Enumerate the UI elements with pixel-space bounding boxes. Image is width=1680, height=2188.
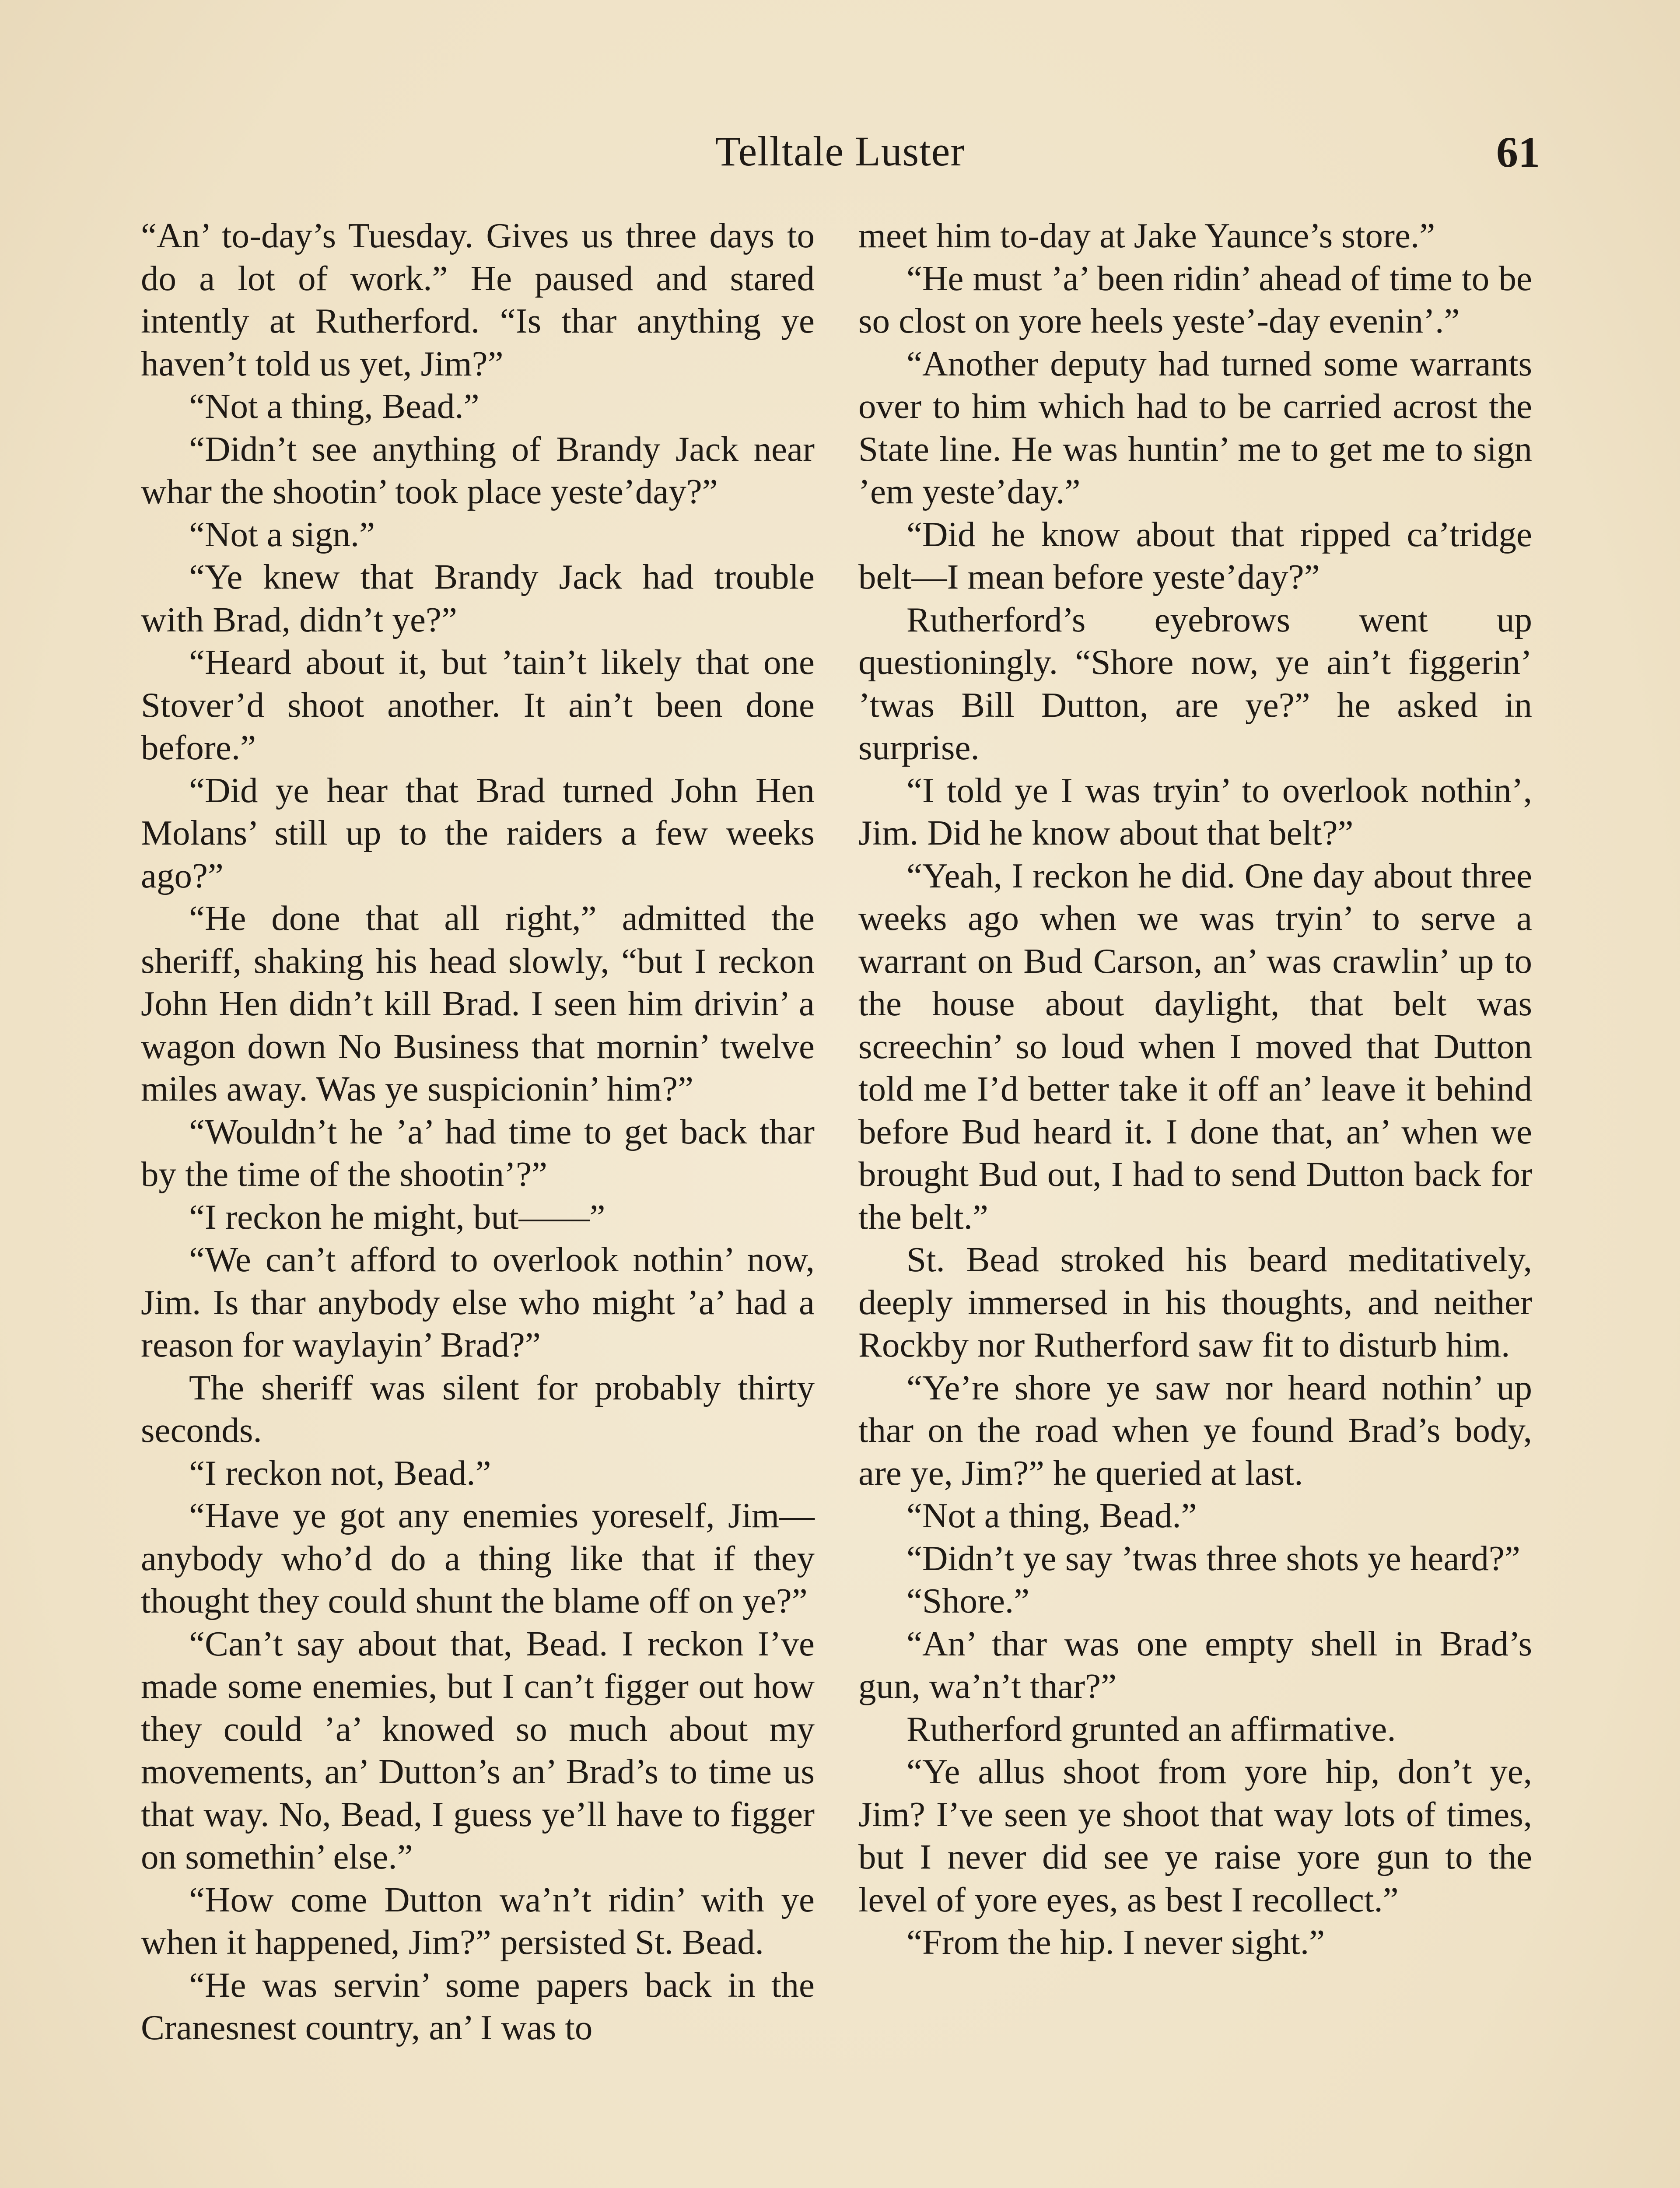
paragraph: “He must ’a’ been ridin’ ahead of time to be so clost on yore heels yeste’-day evenin’.” [858, 258, 1532, 340]
paragraph: “Ye allus shoot from yore hip, don’t ye, Jim? I’ve seen ye shoot that way lots of times, but I never did see ye raise yore gun to the level of yore eyes, as best I recollect.” [858, 1752, 1532, 1919]
right-column [858, 214, 1532, 1964]
paragraph: “Wouldn’t he ’a’ had time to get back thar by the time of the shootin’?” [141, 1112, 815, 1194]
page-title: Telltale Luster [715, 128, 965, 175]
paragraph: “He done that all right,” admitted the sheriff, shaking his head slowly, “but I reckon John Hen didn’t kill Brad. I seen him drivin’ a wagon down No Business that mornin’ twelve miles away. Was ye suspicionin’ him?” [141, 898, 815, 1108]
paragraph: “Can’t say about that, Bead. I reckon I’ve made some enemies, but I can’t figger out how they could ’a’ knowed so much about my movements, an’ Dutton’s an’ Brad’s to time us that way. No, Bead, I guess ye’ll have to figger on somethin’ else.” [141, 1623, 815, 1876]
paragraph: Rutherford grunted an affirmative. [906, 1709, 1396, 1749]
paragraph: “I told ye I was tryin’ to overlook nothin’, Jim. Did he know about that belt?” [858, 770, 1532, 852]
paragraph: “He was servin’ some papers back in the Cranesnest country, an’ I was to [141, 1965, 815, 2047]
running-header [140, 127, 1540, 193]
paragraph: “We can’t afford to overlook nothin’ now, Jim. Is thar anybody else who might ’a’ had a reason for waylayin’ Brad?” [141, 1240, 815, 1364]
paragraph: “An’ to-day’s Tuesday. Gives us three days to do a lot of work.” He paused and stared intently at Rutherford. “Is thar anything ye haven’t told us yet, Jim?” [141, 216, 815, 383]
left-column [141, 214, 815, 2049]
paragraph: “From the hip. I never sight.” [906, 1922, 1325, 1962]
paragraph: “Not a sign.” [189, 514, 375, 554]
paragraph: meet him to-day at Jake Yaunce’s store.” [858, 216, 1435, 255]
paragraph: “I reckon not, Bead.” [189, 1453, 491, 1493]
paragraph: “Did he know about that ripped ca’tridge belt—I mean before yeste’day?” [858, 514, 1532, 596]
paragraph: “Shore.” [906, 1581, 1030, 1620]
paragraph: The sheriff was silent for probably thirty seconds. [141, 1368, 815, 1450]
page-number: 61 [1496, 128, 1540, 176]
paragraph: Rutherford’s eyebrows went up questioningly. “Shore now, ye ain’t figgerin’ ’twas Bill Dutton, are ye?” he asked in surprise. [858, 600, 1532, 767]
paragraph: “Ye knew that Brandy Jack had trouble with Brad, didn’t ye?” [141, 557, 815, 639]
paragraph: “Did ye hear that Brad turned John Hen Molans’ still up to the raiders a few weeks ago?” [141, 770, 815, 895]
paragraph: “Not a thing, Bead.” [906, 1496, 1197, 1535]
paragraph: St. Bead stroked his beard meditatively, deeply immersed in his thoughts, and neither Rockby nor Rutherford saw fit to disturb him. [858, 1240, 1532, 1364]
paragraph: “Have ye got any enemies yoreself, Jim—anybody who’d do a thing like that if they thought they could shunt the blame off on ye?” [141, 1496, 815, 1620]
paragraph: “Ye’re shore ye saw nor heard nothin’ up thar on the road when ye found Brad’s body, are ye, Jim?” he queried at last. [858, 1368, 1532, 1493]
paragraph: “Yeah, I reckon he did. One day about three weeks ago when we was tryin’ to serve a warrant on Bud Carson, an’ was crawlin’ up to the house about daylight, that belt was screechin’ so loud when I moved that Dutton told me I’d better take it off an’ leave it behind before Bud heard it. I done that, an’ when we brought Bud out, I had to send Dutton back for the belt.” [858, 856, 1532, 1237]
paragraph: “Didn’t see anything of Brandy Jack near whar the shootin’ took place yeste’day?” [141, 429, 815, 511]
paragraph: “Heard about it, but ’tain’t likely that one Stover’d shoot another. It ain’t been done before.” [141, 642, 815, 767]
paragraph: “I reckon he might, but——” [189, 1197, 606, 1237]
paragraph: “Another deputy had turned some warrants over to him which had to be carried acrost the State line. He was huntin’ me to get me to sign ’em yeste’day.” [858, 344, 1532, 511]
paragraph: “Didn’t ye say ’twas three shots ye heard?” [906, 1538, 1520, 1578]
paragraph: “How come Dutton wa’n’t ridin’ with ye when it happened, Jim?” persisted St. Bead. [141, 1879, 815, 1962]
paragraph: “Not a thing, Bead.” [189, 386, 480, 426]
paragraph: “An’ thar was one empty shell in Brad’s gun, wa’n’t thar?” [858, 1623, 1532, 1706]
